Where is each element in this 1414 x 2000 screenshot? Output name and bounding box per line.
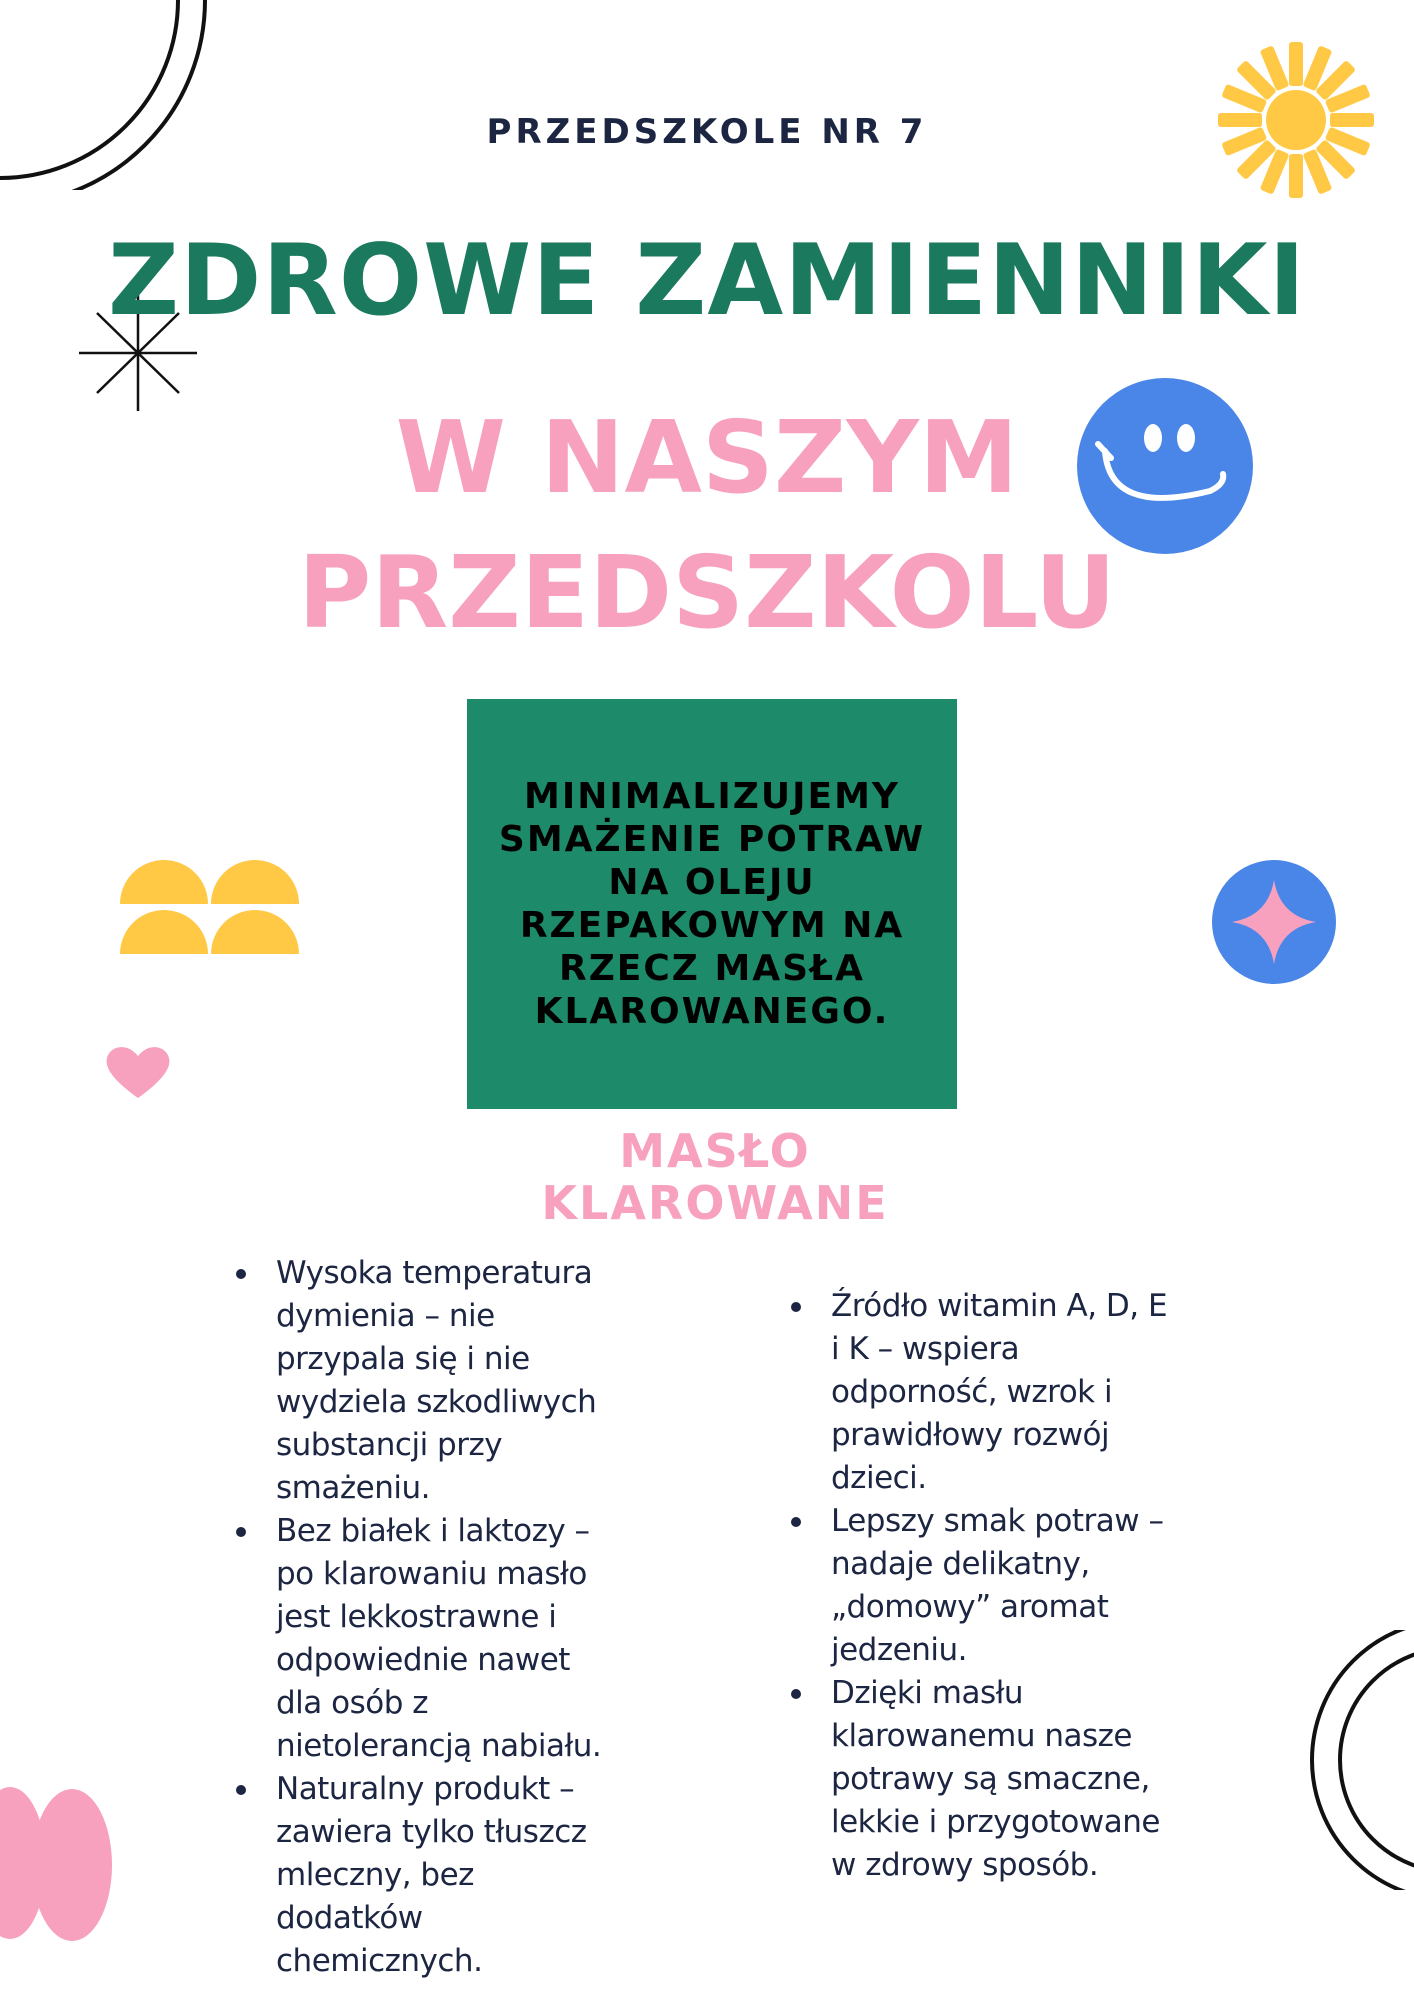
school-name: PRZEDSZKOLE NR 7 (486, 112, 928, 152)
section-title-line-2: KLAROWANE (541, 1176, 889, 1230)
list-item: Źródło witamin A, D, E i K – wspiera odporność, wzrok i prawidłowy rozwój dzieci. (791, 1285, 1171, 1500)
list-item: Bez białek i laktozy – po klarowaniu masło jest lekkostrawne i odpowiednie nawet dla osób z nietolerancją nabiału. (236, 1510, 621, 1768)
benefits-list-left (236, 1252, 621, 1983)
benefits-list-right (791, 1285, 1171, 1887)
section-title-line-1: MASŁO (619, 1124, 811, 1178)
page-title: ZDROWE ZAMIENNIKI (107, 224, 1307, 338)
subtitle-line-1: W NASZYM (395, 399, 1019, 516)
double-arc-icon (1300, 1630, 1414, 1890)
list-item: Lepszy smak potraw – nadaje delikatny, „domowy” aromat jedzeniu. (791, 1500, 1171, 1672)
section-title (500, 1125, 930, 1229)
heart-icon (105, 1042, 171, 1100)
half-circles-icon (118, 852, 303, 957)
highlight-text: MINIMALIZUJEMY SMAŻENIE POTRAW NA OLEJU RZEPAKOWYM NA RZECZ MASŁA KLAROWANEGO. (498, 776, 926, 1032)
four-point-star-icon (1210, 858, 1338, 986)
highlight-box (467, 699, 957, 1109)
list-item: Wysoka temperatura dymienia – nie przypala się i nie wydziela szkodliwych substancji przy smażeniu. (236, 1252, 621, 1510)
pink-blob-icon (0, 1785, 120, 1945)
subtitle-line-2: PRZEDSZKOLU (297, 534, 1117, 651)
arc-icon (0, 0, 220, 190)
list-item: Dzięki masłu klarowanemu nasze potrawy są smaczne, lekkie i przygotowane w zdrowy sposób. (791, 1672, 1171, 1887)
list-item: Naturalny produkt – zawiera tylko tłuszcz mleczny, bez dodatków chemicznych. (236, 1768, 621, 1983)
